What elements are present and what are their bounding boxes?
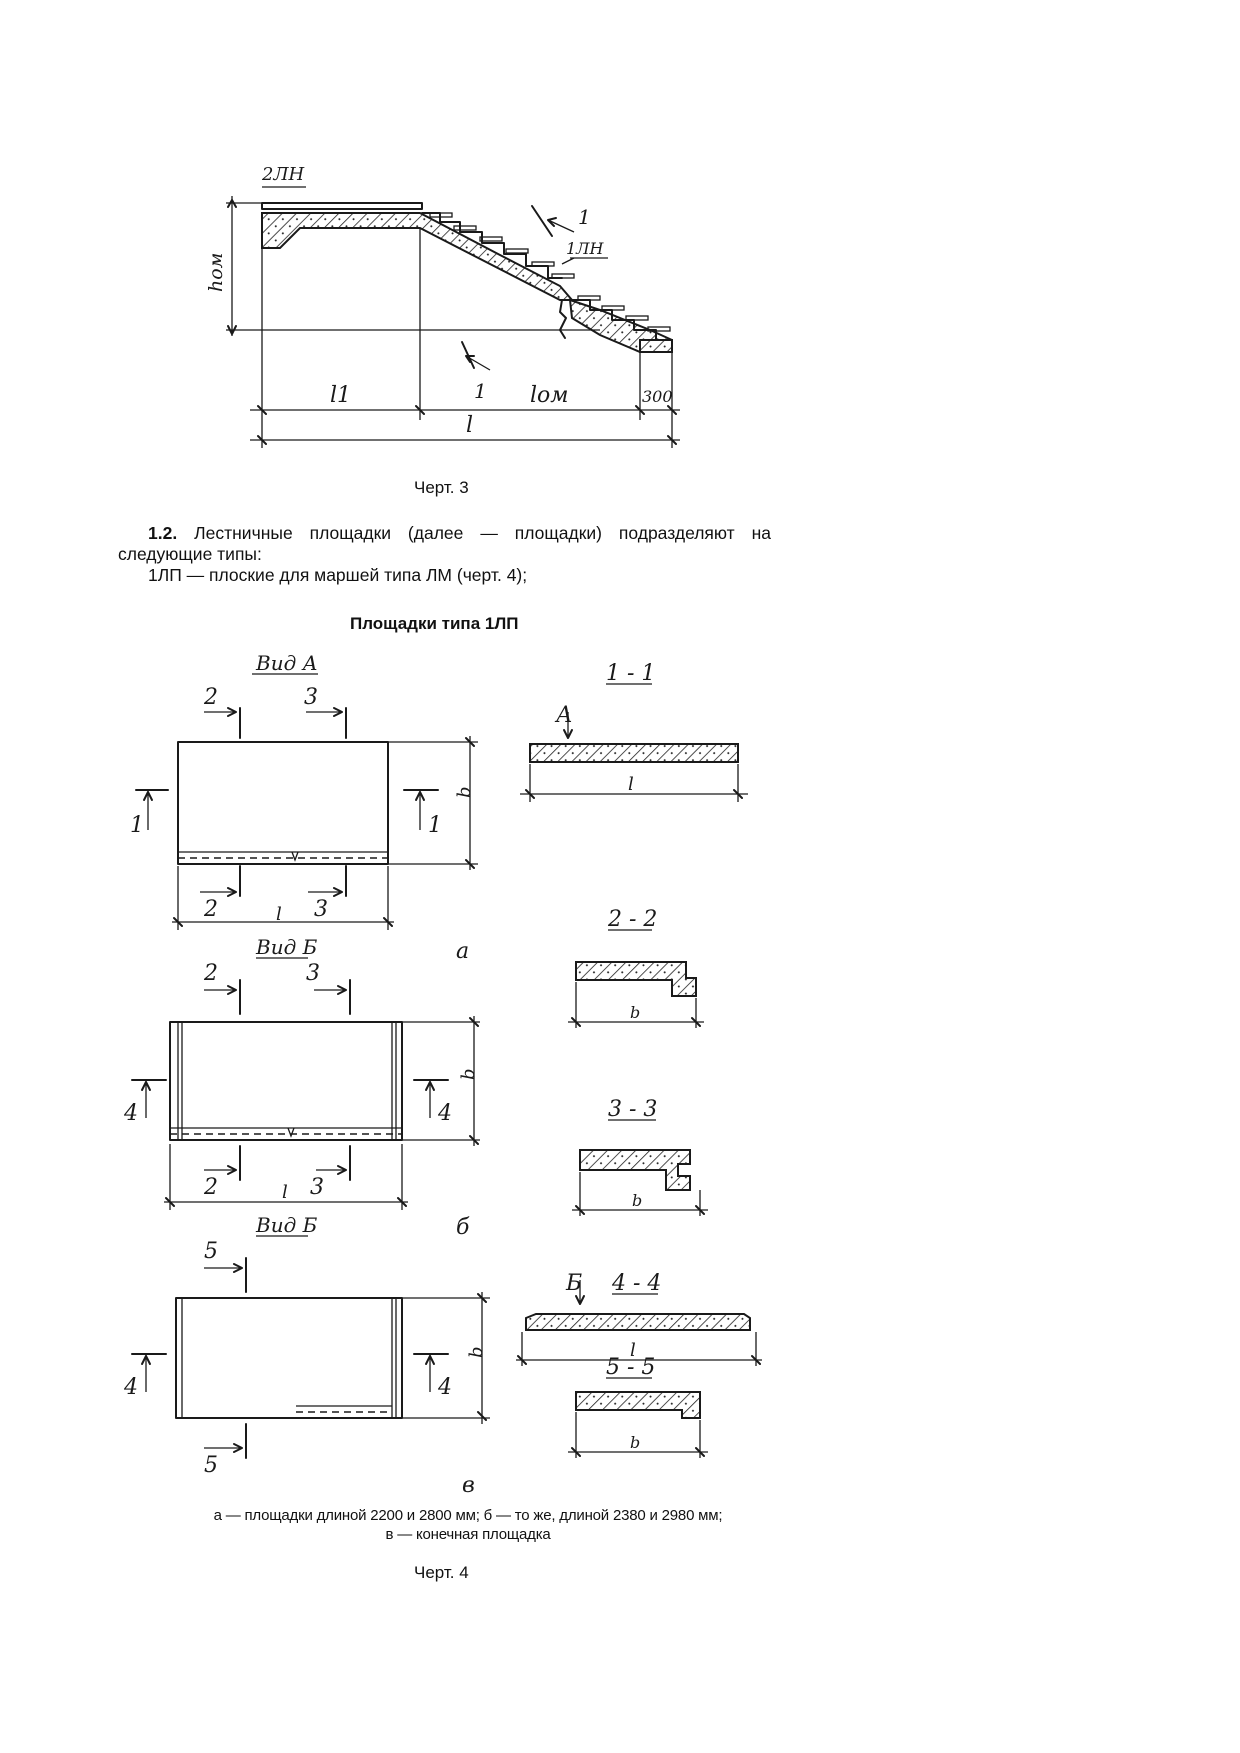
label-cut4-left-b: 4 (124, 1101, 138, 1126)
paragraph-text-1: Лестничные площадки (далее — площадки) подразделяют на (194, 523, 772, 543)
label-section-top: 1 (578, 205, 591, 229)
paragraph-item-1: 1ЛП — плоские для маршей типа ЛМ (черт. 4); (148, 565, 528, 585)
paragraph-1-2 (118, 523, 771, 586)
label-section-bottom: 1 (474, 379, 487, 403)
label-b-section-2-2: b (630, 1003, 641, 1022)
legend-line-2: в — конечная площадка (385, 1526, 551, 1543)
label-arrow-a: А (556, 703, 573, 728)
figure-3-drawing (0, 0, 1240, 460)
figure-4-drawing (0, 640, 1240, 1500)
label-1ln: 1ЛН (566, 239, 604, 258)
label-section-2-2: 2 - 2 (608, 907, 658, 932)
label-view-a: Вид А (256, 651, 318, 675)
label-b-section-3-3: b (632, 1191, 643, 1210)
label-cut3-bottom-a: 3 (314, 897, 328, 922)
label-l: l (466, 413, 474, 438)
label-300: 300 (642, 387, 673, 406)
label-view-b1: Вид Б (256, 935, 318, 959)
label-height: hом (205, 252, 227, 292)
label-2ln: 2ЛН (262, 164, 305, 185)
plan-variant-v (132, 1236, 490, 1458)
label-variant-a: а (456, 939, 470, 964)
label-cut3-top-a: 3 (304, 685, 318, 710)
label-cut1-left: 1 (130, 813, 144, 838)
plan-variant-a (136, 674, 478, 930)
plan-variant-b (132, 958, 480, 1210)
legend-line-1: а — площадки длиной 2200 и 2800 мм; б — то же, длиной 2380 и 2980 мм; (213, 1507, 723, 1524)
label-b-v: b (466, 1346, 487, 1358)
label-cut3-bottom-b: 3 (310, 1175, 324, 1200)
label-cut2-bottom-a: 2 (204, 897, 218, 922)
label-cut2-bottom-b: 2 (204, 1175, 218, 1200)
label-b-a: b (454, 786, 475, 798)
bottom-end-block (640, 340, 672, 352)
top-block-2ln (262, 203, 422, 209)
label-b-b: b (458, 1068, 479, 1080)
label-section-3-3: 3 - 3 (608, 1097, 658, 1122)
label-arrow-b: Б (566, 1271, 583, 1296)
label-section-4-4: 4 - 4 (612, 1271, 662, 1296)
label-cut2-top-b: 2 (204, 961, 218, 986)
label-l-section-1-1: l (628, 774, 634, 795)
label-cut4-right-b: 4 (438, 1101, 452, 1126)
label-lom: lом (530, 383, 569, 408)
label-cut4-left-v: 4 (124, 1375, 138, 1400)
figure-3-caption: Черт. 3 (414, 478, 469, 497)
label-l-a: l (276, 904, 282, 925)
label-l1: l1 (330, 383, 352, 408)
figure-4-legend (158, 1507, 778, 1543)
figure-4-caption: Черт. 4 (414, 1563, 469, 1582)
break-line (560, 300, 566, 338)
label-view-b2: Вид Б (256, 1213, 318, 1237)
paragraph-text-2: следующие типы: (118, 544, 262, 564)
label-cut4-right-v: 4 (438, 1375, 452, 1400)
label-b-section-5-5: b (630, 1433, 641, 1452)
label-cut2-top-a: 2 (204, 685, 218, 710)
label-l-section-4-4: l (630, 1340, 636, 1361)
paragraph-line-1 (118, 523, 771, 544)
label-variant-v: в (462, 1473, 475, 1498)
stair-steps-upper (422, 213, 562, 278)
label-l-b: l (282, 1182, 288, 1203)
section-1-1 (520, 684, 748, 802)
label-cut1-right: 1 (428, 813, 442, 838)
label-cut5-top: 5 (204, 1239, 218, 1264)
label-cut3-top-b: 3 (306, 961, 320, 986)
figure-4-title: Площадки типа 1ЛП (350, 614, 519, 633)
label-section-1-1: 1 - 1 (606, 661, 656, 686)
paragraph-number: 1.2. (148, 523, 178, 543)
label-cut5-bottom: 5 (204, 1453, 218, 1478)
label-section-5-5: 5 - 5 (606, 1355, 656, 1380)
label-variant-b: б (456, 1215, 470, 1240)
